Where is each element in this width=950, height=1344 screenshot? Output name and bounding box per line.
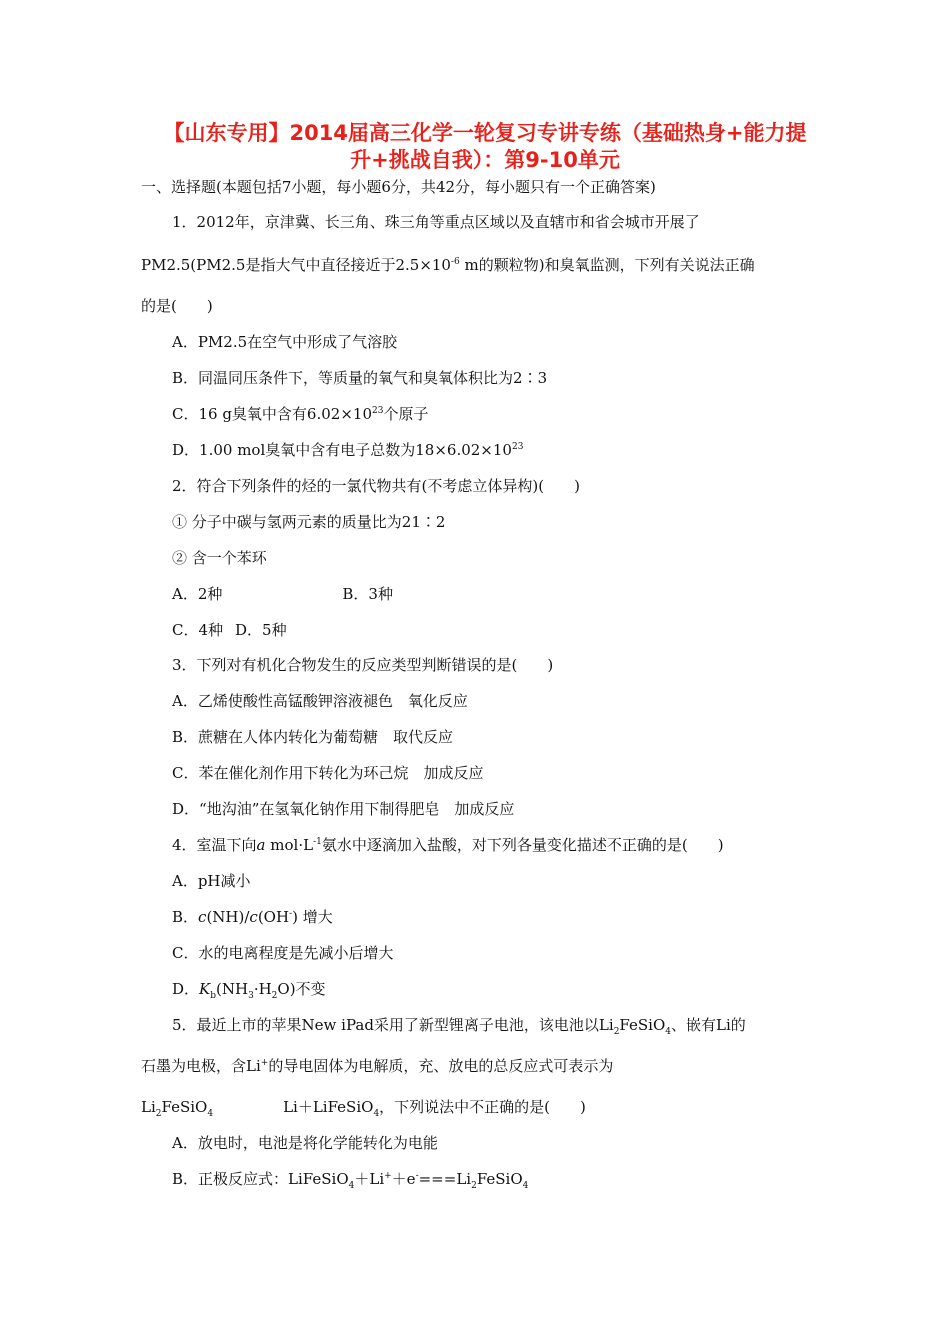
q3-option-c: C．苯在催化剂作用下转化为环己烷 加成反应 (172, 764, 484, 782)
q3-stem: 3．下列对有机化合物发生的反应类型判断错误的是( ) (172, 656, 554, 674)
q1-stem-line2: PM2.5(PM2.5是指大气中直径接近于$2.5\times 10^{-6}$ m的颗粒物)和臭氧监测，下列有关说法正确 (141, 256, 755, 274)
q5-stem-line1: 5．最近上市的苹果New iPad采用了新型锂离子电池，该电池以$Li_2FeSiO_4$、嵌有Li的 (172, 1016, 746, 1037)
q1-option-b: B．同温同压条件下，等质量的氧气和臭氧体积比为2∶3 (172, 369, 548, 387)
q2-option-a: A．2种 (172, 585, 223, 603)
equation-left: $Li_2FeSiO_4$ (141, 1098, 214, 1119)
q4-option-a: A．pH减小 (172, 872, 251, 890)
section-header: 一、选择题(本题包括7小题，每小题6分，共42分，每小题只有一个正确答案) (141, 178, 656, 196)
q2-condition-1: ① 分子中碳与氢两元素的质量比为21∶2 (172, 513, 446, 531)
q4-stem: 4．室温下向a $mol\cdot L^{-1}$氨水中逐滴加入盐酸，对下列各量变化描述不正确的是( ) (172, 836, 724, 854)
q5-stem-line2: 石墨为电极，含Li+的导电固体为电解质，充、放电的总反应式可表示为 (141, 1057, 614, 1075)
q2-options-ab (172, 584, 393, 604)
q2-stem: 2．符合下列条件的烃的一氯代物共有(不考虑立体异构)( ) (172, 477, 580, 495)
q1-stem-line3: 的是( ) (141, 297, 213, 315)
q1-option-d: D．1.00 mol臭氧中含有电子总数为$18\times 6.02\times 10^{23}$ (172, 441, 524, 459)
q4-option-c: C．水的电离程度是先减小后增大 (172, 944, 394, 962)
q2-option-b: B．3种 (342, 585, 393, 603)
q1-option-a: A．PM2.5在空气中形成了气溶胶 (172, 333, 398, 351)
q3-option-b: B．蔗糖在人体内转化为葡萄糖 取代反应 (172, 728, 454, 746)
q5-option-b: B．正极反应式：$LiFeSiO_4+Li^++e^-===Li_2FeSiO_4$ (172, 1170, 529, 1191)
equation-right: Li＋LiFeSiO$_4$，下列说法中不正确的是( ) (283, 1098, 586, 1119)
q2-option-c: C．4种 (172, 621, 224, 639)
q1-stem-line1: 1．2012年，京津冀、长三角、珠三角等重点区域以及直辖市和省会城市开展了 (172, 213, 700, 231)
q3-option-a: A．乙烯使酸性高锰酸钾溶液褪色 氧化反应 (172, 692, 468, 710)
q2-condition-2: ② 含一个苯环 (172, 549, 267, 567)
q2-options-cd (172, 620, 287, 640)
document-title: 【山东专用】2014届高三化学一轮复习专讲专练（基础热身+能力提升+挑战自我）：第9-10单元 (163, 121, 807, 172)
q5-equation-line (141, 1097, 586, 1117)
q2-option-d: D．5种 (235, 621, 287, 639)
q4-option-b: B．c(NH)/c(OH-) 增大 (172, 908, 333, 926)
q1-option-c: C．16 g臭氧中含有$6.02\times 10^{23}$个原子 (172, 405, 429, 423)
q5-option-a: A．放电时，电池是将化学能转化为电能 (172, 1134, 438, 1152)
q4-option-d: D．$K_b(NH_3\cdot H_2O)$不变 (172, 980, 326, 1001)
q3-option-d: D．“地沟油”在氢氧化钠作用下制得肥皂 加成反应 (172, 800, 515, 818)
